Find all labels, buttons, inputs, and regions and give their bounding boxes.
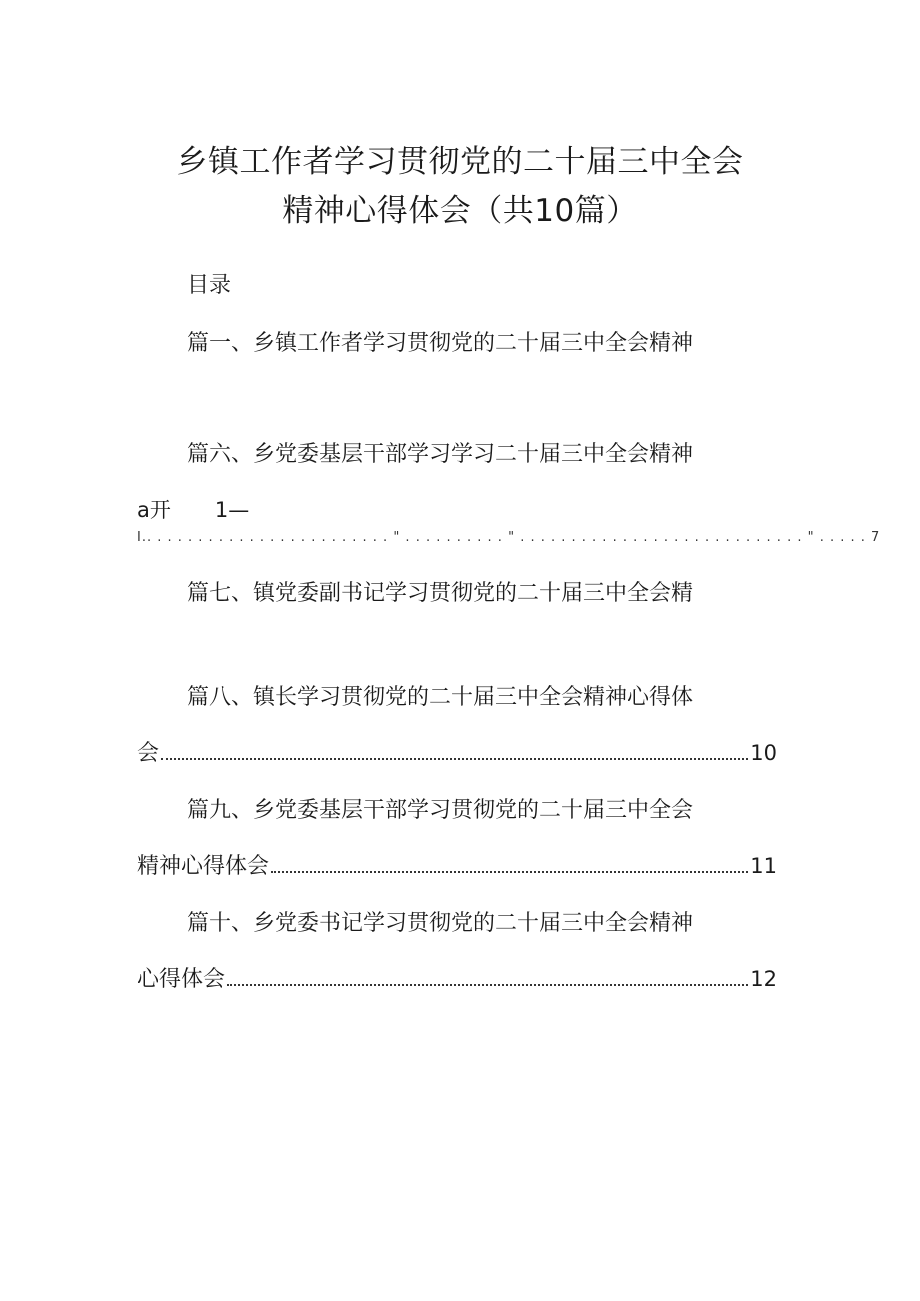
toc-entry-2[interactable]: 篇六、乡党委基层干部学习学习二十届三中全会精神 xyxy=(187,442,694,467)
toc-entry-6-page-number: 12 xyxy=(750,967,777,991)
dot-leader xyxy=(227,983,748,986)
toc-entry-4-continuation[interactable] xyxy=(137,736,777,767)
dot-leader xyxy=(271,870,748,873)
dot-leader xyxy=(161,757,748,760)
toc-entry-5-page-number: 11 xyxy=(750,854,777,878)
document-title-line-1: 乡镇工作者学习贯彻党的二十届三中全会 xyxy=(176,144,744,180)
garbled-text-left: a开 xyxy=(137,498,171,522)
garbled-text-right: 1— xyxy=(214,498,250,522)
toc-entry-4-page-number: 10 xyxy=(750,741,777,765)
document-title-line-2: 精神心得体会（共10篇） xyxy=(282,193,638,229)
toc-entry-6[interactable]: 篇十、乡党委书记学习贯彻党的二十届三中全会精神 xyxy=(187,911,694,936)
toc-entry-1[interactable]: 篇一、乡镇工作者学习贯彻党的二十届三中全会精神 xyxy=(187,331,694,356)
toc-entry-4-cont-text: 会 xyxy=(137,741,160,766)
toc-heading: 目录 xyxy=(187,273,232,298)
garbled-text-line xyxy=(137,494,249,524)
toc-entry-6-continuation[interactable] xyxy=(137,962,777,993)
garbled-leader-line: I.. . . . . . . . . . . . . . . . . . . . . . . . " . . . . . . . . . . " . . . . . . . . . . . . . . . . . . . . . . . . . . . . " . . . . . 7 xyxy=(137,530,881,545)
toc-entry-6-cont-text: 心得体会 xyxy=(137,967,226,992)
toc-entry-5-cont-text: 精神心得体会 xyxy=(137,854,270,879)
toc-entry-3[interactable]: 篇七、镇党委副书记学习贯彻党的二十届三中全会精 xyxy=(187,581,694,606)
toc-entry-4[interactable]: 篇八、镇长学习贯彻党的二十届三中全会精神心得体 xyxy=(187,685,694,710)
toc-entry-5[interactable]: 篇九、乡党委基层干部学习贯彻党的二十届三中全会 xyxy=(187,798,694,823)
toc-entry-5-continuation[interactable] xyxy=(137,849,777,880)
